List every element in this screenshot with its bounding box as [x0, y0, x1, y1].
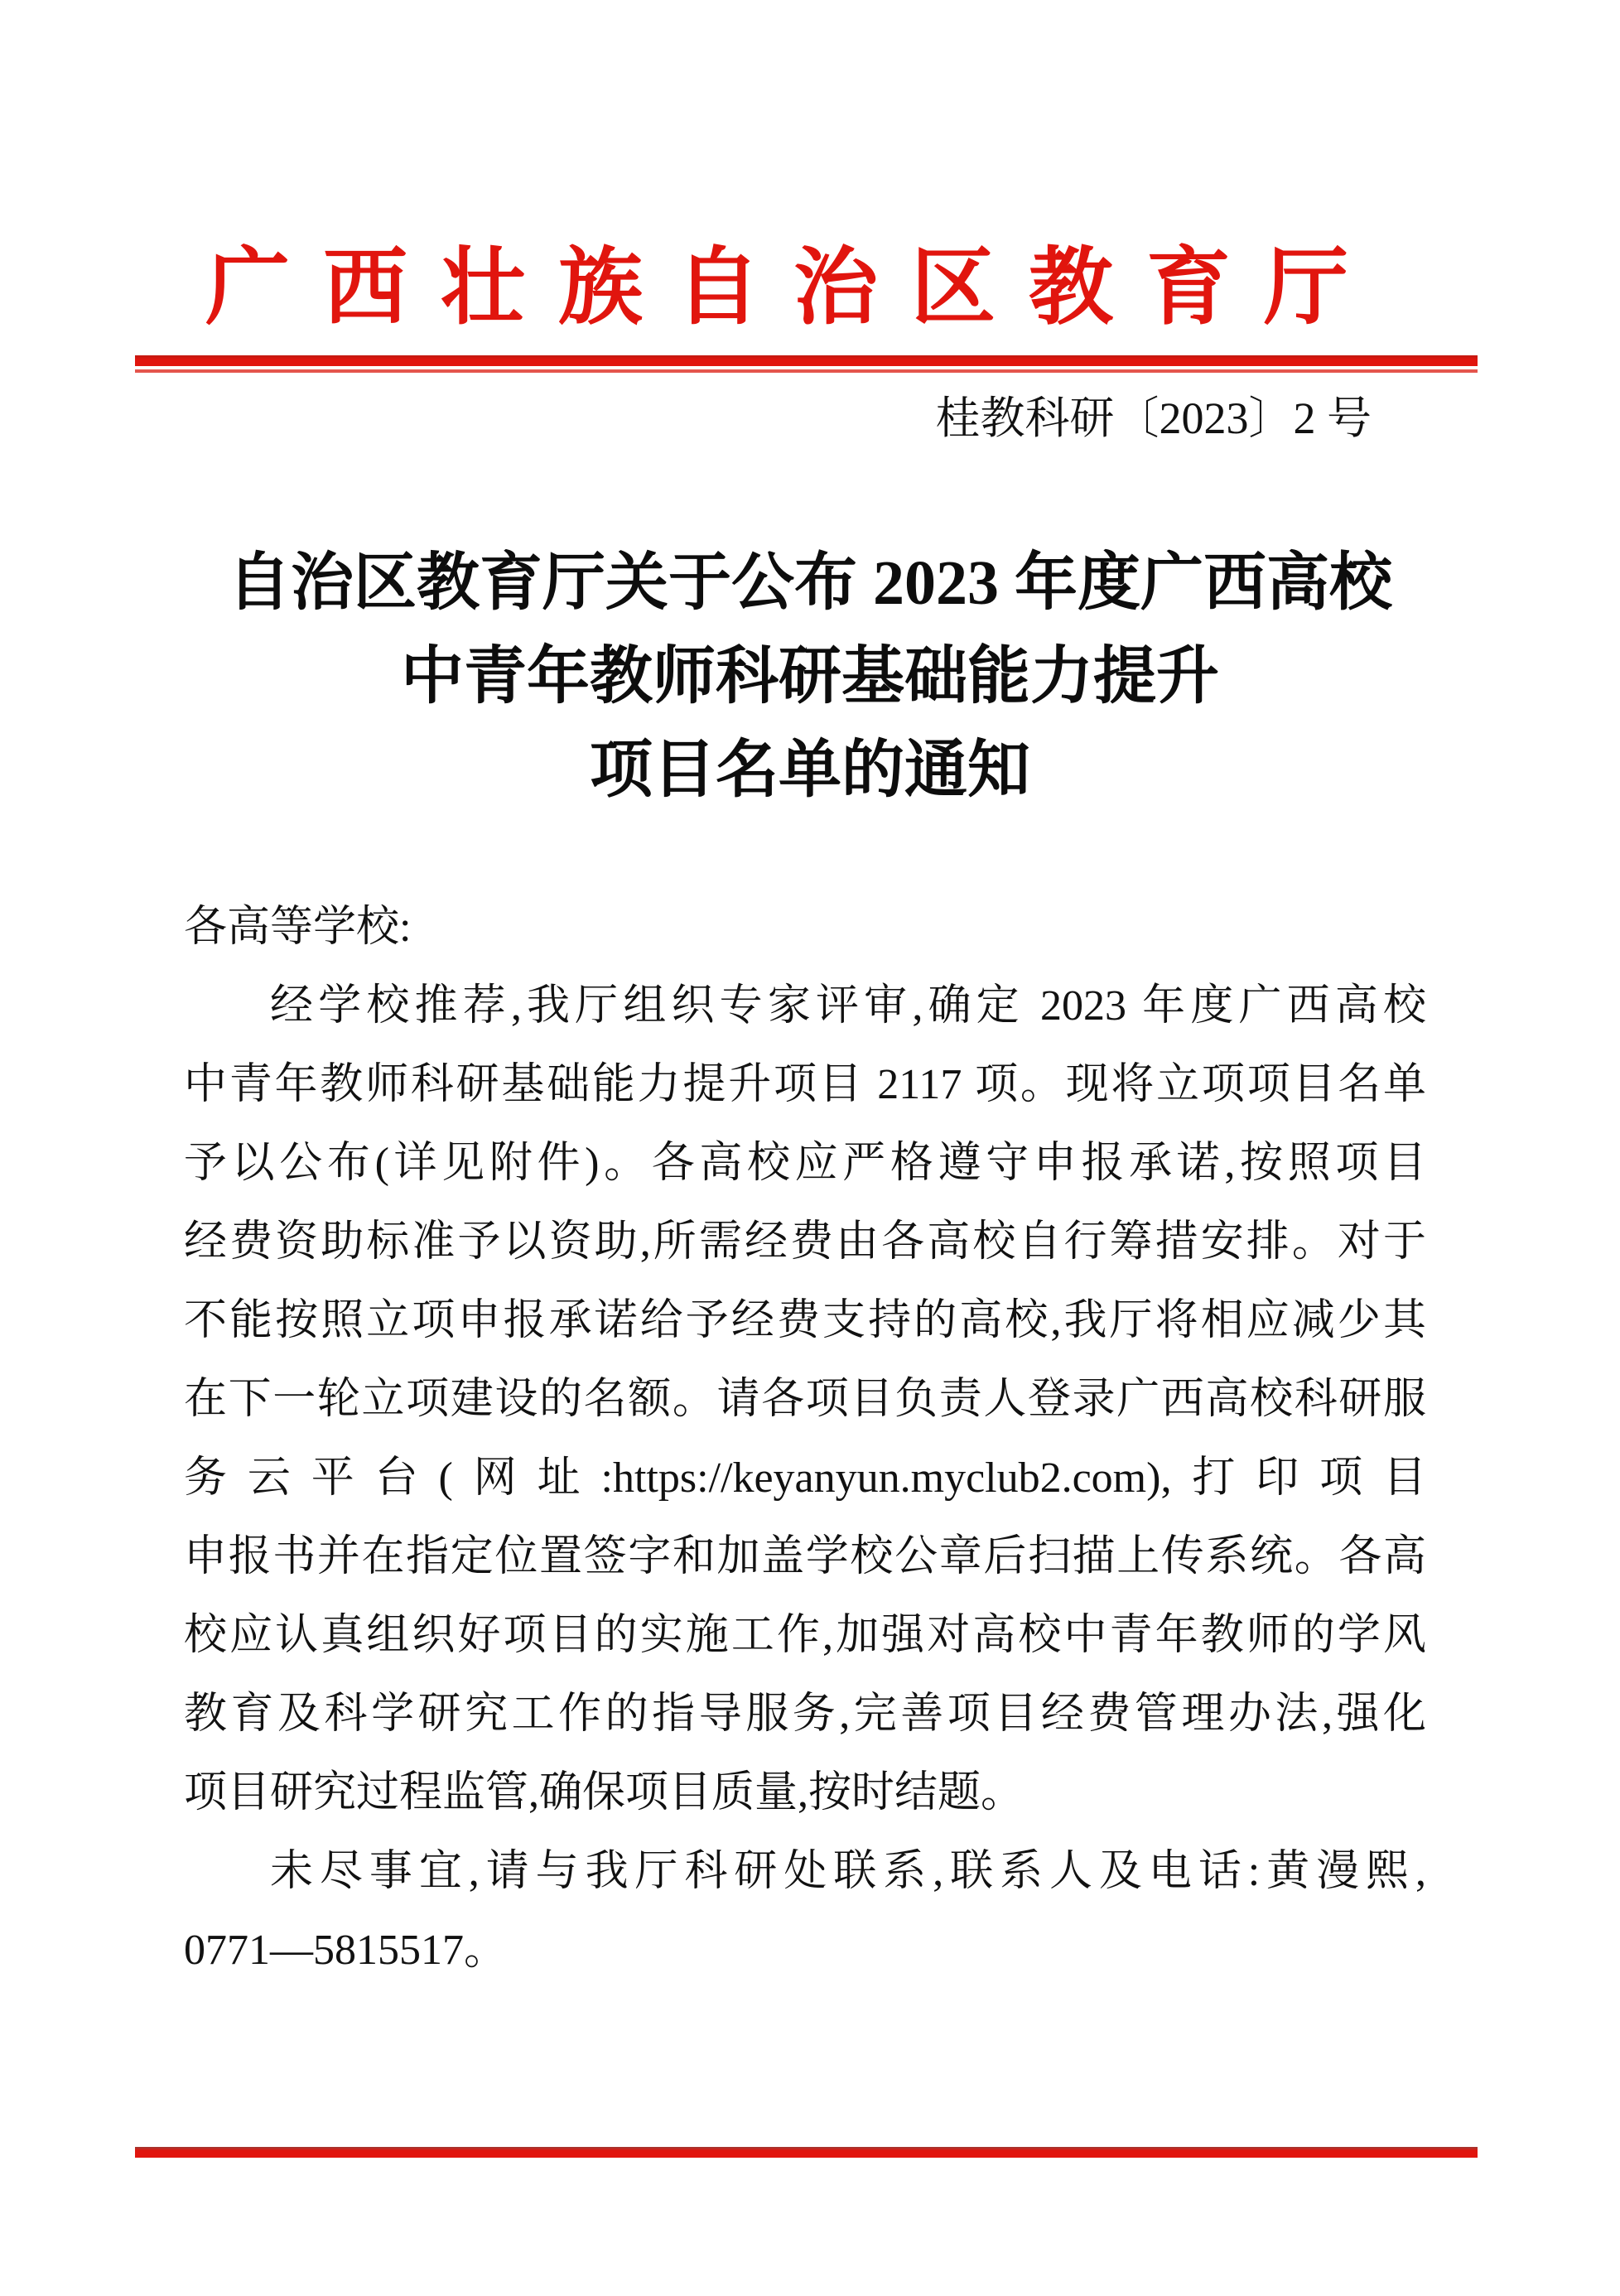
notice-title-line-1: 自治区教育厅关于公布 2023 年度广西高校 [228, 548, 1392, 618]
body-line: 在下一轮立项建设的名额。请各项目负责人登录广西高校科研服 [184, 1376, 1426, 1423]
notice-body [184, 888, 1426, 1990]
body-line: 不能按照立项申报承诺给予经费支持的高校,我厅将相应减少其 [184, 1297, 1426, 1344]
red-divider-bottom [135, 2147, 1478, 2158]
document-number: 桂教科研〔2023〕2 号 [935, 393, 1372, 443]
notice-title-line-2: 中青年教师科研基础能力提升 [401, 642, 1219, 711]
agency-letterhead-title: 广西壮族自治区教育厅 [205, 242, 1381, 335]
salutation: 各高等学校: [184, 904, 412, 951]
notice-title-line-3: 项目名单的通知 [590, 736, 1030, 805]
body-line: 申报书并在指定位置签字和加盖学校公章后扫描上传系统。各高 [184, 1533, 1426, 1580]
body-line: 经费资助标准予以资助,所需经费由各高校自行筹措安排。对于 [184, 1218, 1426, 1266]
body-line-with-url: 务云平台(网址:https://keyanyun.myclub2.com),打印项目 [184, 1454, 1426, 1502]
body-line: 项目研究过程监管,确保项目质量,按时结题。 [184, 1769, 1025, 1816]
notice-title [189, 537, 1431, 818]
red-divider-top-thick-line [135, 355, 1478, 366]
body-line-contact: 未尽事宜,请与我厅科研处联系,联系人及电话:黄漫熙, [270, 1848, 1426, 1895]
body-line-phone: 0771—5815517。 [184, 1927, 508, 1974]
body-line: 校应认真组织好项目的实施工作,加强对高校中青年教师的学风 [184, 1612, 1426, 1659]
red-divider-top-thin-line [135, 369, 1478, 373]
body-line: 经学校推荐,我厅组织专家评审,确定 2023 年度广西高校 [270, 982, 1426, 1030]
body-line: 教育及科学研究工作的指导服务,完善项目经费管理办法,强化 [184, 1691, 1426, 1738]
body-line: 予以公布(详见附件)。各高校应严格遵守申报承诺,按照项目 [184, 1140, 1426, 1187]
body-line: 中青年教师科研基础能力提升项目 2117 项。现将立项项目名单 [184, 1061, 1426, 1108]
red-divider-top [135, 355, 1478, 373]
